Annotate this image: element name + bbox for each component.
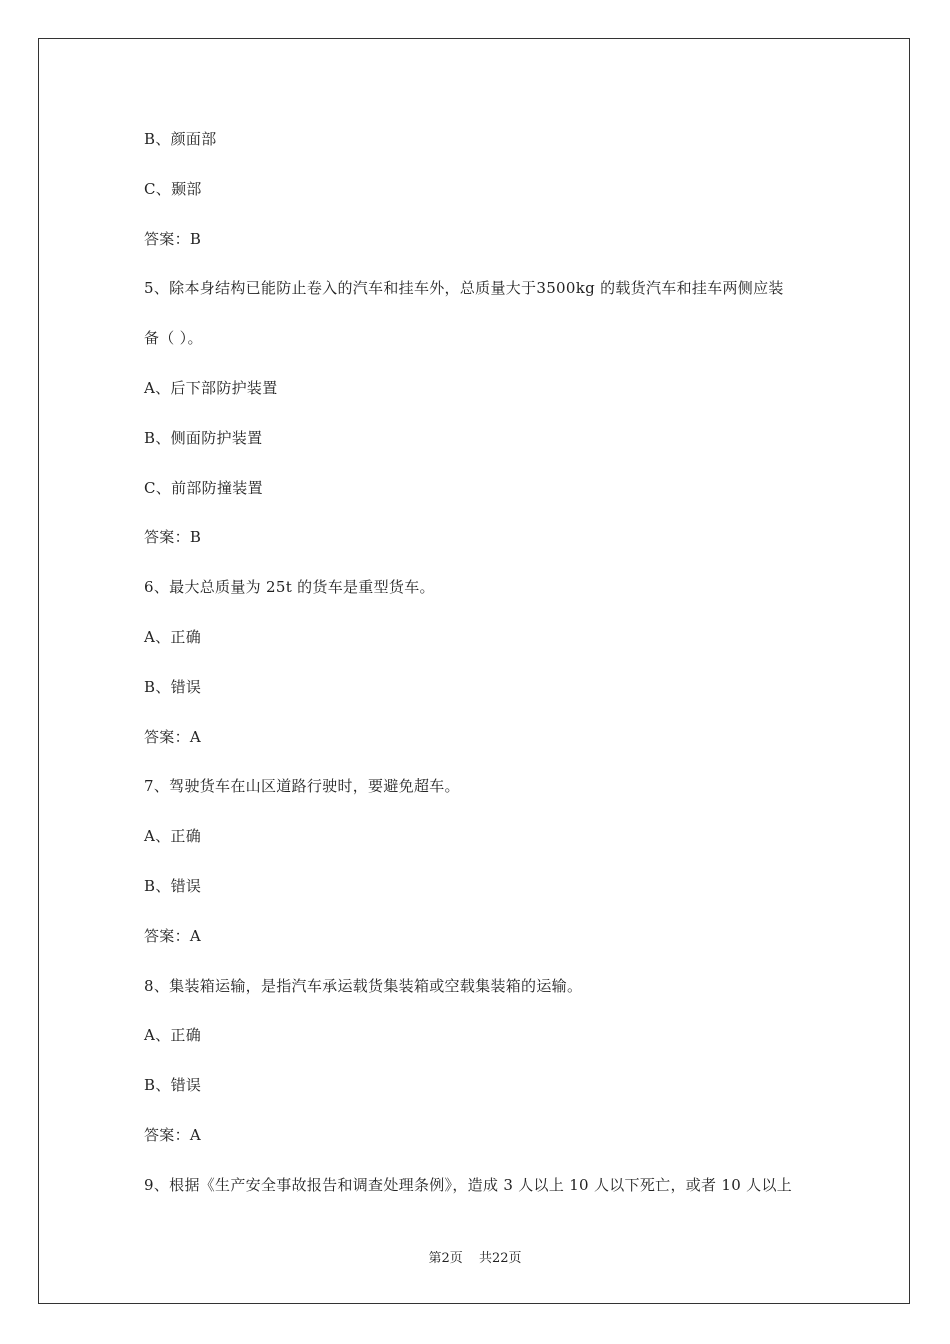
- question-5-option-a: A、后下部防护装置: [144, 378, 278, 397]
- answer-6: 答案：A: [144, 727, 202, 746]
- question-8: 8、集装箱运输，是指汽车承运载货集装箱或空载集装箱的运输。: [144, 976, 583, 995]
- question-6: 6、最大总质量为 25t 的货车是重型货车。: [144, 578, 435, 597]
- question-7-option-b: B、错误: [144, 876, 202, 895]
- question-6-option-a: A、正确: [144, 627, 202, 646]
- page-footer: [0, 1247, 950, 1266]
- question-5: 5、除本身结构已能防止卷入的汽车和挂车外，总质量大于3500kg 的载货汽车和挂车两侧应装: [144, 279, 784, 298]
- page-total: 共22页: [478, 1251, 522, 1266]
- question-5-option-b: B、侧面防护装置: [144, 428, 263, 447]
- document-body: [144, 124, 824, 1220]
- question-7: 7、驾驶货车在山区道路行驶时，要避免超车。: [144, 777, 460, 796]
- question-9: 9、根据《生产安全事故报告和调查处理条例》，造成 3 人以上 10 人以下死亡，或者 10 人以上: [144, 1175, 793, 1194]
- option-c: C、颞部: [144, 179, 202, 198]
- question-8-option-a: A、正确: [144, 1026, 202, 1045]
- option-b: B、颜面部: [144, 130, 217, 148]
- question-6-option-b: B、错误: [144, 677, 202, 696]
- answer-4: 答案：B: [144, 229, 202, 248]
- question-7-option-a: A、正确: [144, 827, 202, 846]
- question-5-continued: 备（ ）。: [144, 329, 203, 348]
- question-5-option-c: C、前部防撞装置: [144, 478, 263, 497]
- answer-5: 答案：B: [144, 528, 202, 547]
- question-8-option-b: B、错误: [144, 1076, 202, 1095]
- page-number: 第2页: [428, 1251, 463, 1266]
- answer-7: 答案：A: [144, 926, 202, 945]
- answer-8: 答案：A: [144, 1125, 202, 1144]
